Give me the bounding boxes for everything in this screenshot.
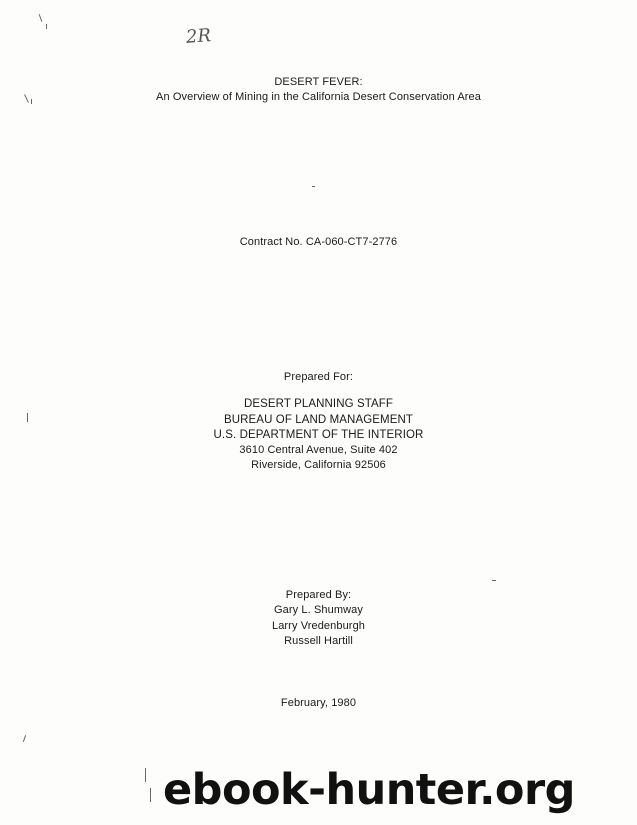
publication-date: February, 1980 (280, 697, 357, 709)
watermark-text: ebook-hunter.org (163, 765, 575, 815)
recipient-line: DESERT PLANNING STAFF (243, 398, 394, 410)
scan-speck (492, 580, 496, 581)
recipient-line: 3610 Central Avenue, Suite 402 (239, 444, 398, 456)
recipient-line: BUREAU OF LAND MANAGEMENT (223, 414, 414, 426)
prepared-for-heading: Prepared For: (283, 371, 354, 383)
recipient-line: U.S. DEPARTMENT OF THE INTERIOR (213, 429, 424, 441)
handwritten-mark: 2R (185, 25, 212, 48)
scan-speck (39, 14, 43, 22)
scan-speck (145, 768, 146, 782)
contract-number: Contract No. CA-060-CT7-2776 (239, 236, 398, 248)
author-name: Russell Hartill (284, 635, 353, 647)
author-name: Larry Vredenburgh (271, 620, 365, 632)
scan-speck (46, 24, 47, 29)
prepared-by-heading: Prepared By: (285, 589, 352, 601)
scan-speck (150, 788, 151, 802)
document-subtitle: An Overview of Mining in the California Desert Conservation Area (156, 91, 481, 103)
scan-speck (23, 735, 26, 742)
scan-speck (312, 186, 315, 187)
recipient-line: Riverside, California 92506 (251, 459, 386, 471)
author-name: Gary L. Shumway (274, 604, 363, 616)
document-title: DESERT FEVER: (274, 76, 363, 88)
